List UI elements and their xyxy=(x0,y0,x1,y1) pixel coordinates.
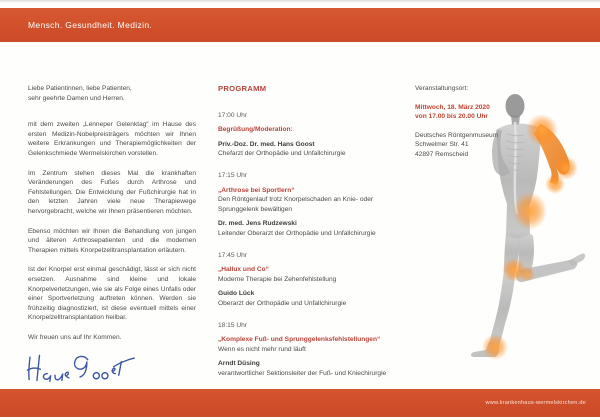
letter-paragraph: mit dem zweiten „Lenneper Gelenktag“ im Hause des ersten Medizin-Nobelpreisträgers möchten wir Ihnen weitere Erkrankungen und Therapiemöglichkeiten der Gelenkschmiede Wermelskirchen vorstellen. xyxy=(28,121,196,157)
brand-banner xyxy=(0,8,600,42)
venue-date xyxy=(415,103,515,122)
letter-paragraph: Im Zentrum stehen dieses Mal die krankhaften Veränderungen des Fußes durch Arthrose und Fehlstellungen. Die Entwicklung der Fußchirurgie hat in den letzten Jahren viele neue Therapiewege hervorgebracht, welche wir Ihnen präsentieren möchten. xyxy=(28,169,196,215)
program-description: Wenn es nicht mehr rund läuft xyxy=(218,345,306,353)
venue-date-line: von 17.00 bis 20.00 Uhr xyxy=(415,113,488,121)
venue-date-line: Mittwoch, 18. März 2020 xyxy=(415,103,490,111)
salutation xyxy=(28,84,196,103)
program-description: Den Röntgenlauf trotz Knorpelschaden an Knie- oder Sprunggelenk bewältigen xyxy=(218,196,374,213)
program-speaker: Guido Lück xyxy=(218,290,255,298)
program-item xyxy=(218,171,392,239)
venue-column xyxy=(415,84,515,160)
venue-name: Deutsches Röntgenmuseum xyxy=(415,131,499,139)
program-time: 17:45 Uhr xyxy=(218,251,247,259)
program-item xyxy=(218,251,392,309)
program-item xyxy=(218,111,392,159)
program-speaker: Arndt Düsing xyxy=(218,360,260,368)
salutation-line: Liebe Patientinnen, liebe Patienten, xyxy=(28,85,132,92)
letter-paragraph: Ebenso möchten wir Ihnen die Behandlung von jungen und älteren Arthrosepatienten und die modernen Therapien mittels Knorpelzelltransplantation erläutern. xyxy=(28,227,196,254)
scan-artifact-edge xyxy=(0,0,600,3)
program-time: 18:15 Uhr xyxy=(218,321,247,329)
program-description: Moderne Therapie bei Zehenfehlstellung xyxy=(218,275,337,283)
program-title: „Arthrose bei Sportlern“ xyxy=(218,186,295,194)
venue-label: Veranstaltungsort: xyxy=(415,85,469,92)
program-title: „Hallux und Co“ xyxy=(218,266,269,274)
letter-closing: Wir freuen uns auf Ihr Kommen. xyxy=(28,333,122,341)
program-time: 17:15 Uhr xyxy=(218,171,247,179)
program-speaker-role: verantwortlicher Sektionsleiter der Fuß- und Kniechirurgie xyxy=(218,369,387,377)
program-title: „Komplexe Fuß- und Sprunggelenksfehlstellungen“ xyxy=(218,336,381,344)
program-speaker-role: Oberarzt der Orthopädie und Unfallchirurgie xyxy=(218,299,347,307)
program-heading: PROGRAMM xyxy=(218,84,267,93)
program-speaker-role: Chefarzt der Orthopädie und Unfallchirurgie xyxy=(218,150,346,158)
program-item xyxy=(218,321,392,379)
website-url: www.krankenhaus-wermelskirchen.de xyxy=(485,400,586,406)
program-column xyxy=(218,84,392,420)
letter-paragraph: Ist der Knorpel erst einmal geschädigt, lässt er sich nicht ersetzen. Ausnahme sind kleine und lokale Knorpelverletzungen, wie sie als Folge eines Unfalls oder einer Sportverletzung auftreten können. Werden sie frühzeitig diagnostiziert, ist diese eventuell mittels einer Knorpelzelltransplantation heilbar. xyxy=(28,266,196,322)
letter-column xyxy=(28,84,196,412)
program-time: 17:00 Uhr xyxy=(218,111,247,119)
venue-street: Schwelmer Str. 41 xyxy=(415,141,469,149)
program-speaker-role: Leitender Oberarzt der Orthopädie und Unfallchirurgie xyxy=(218,229,376,237)
program-speaker: Priv.-Doz. Dr. med. Hans Goost xyxy=(218,140,315,148)
salutation-line: sehr geehrte Damen und Herren. xyxy=(28,94,125,102)
program-title: Begrüßung/Moderation: xyxy=(218,126,293,134)
footer-bar xyxy=(0,389,600,417)
handwritten-signature xyxy=(24,352,136,390)
brand-tagline: Mensch. Gesundheit. Medizin. xyxy=(28,20,153,30)
program-speaker: Dr. med. Jens Rudzewski xyxy=(218,220,297,228)
venue-city: 42897 Remscheid xyxy=(415,150,469,158)
